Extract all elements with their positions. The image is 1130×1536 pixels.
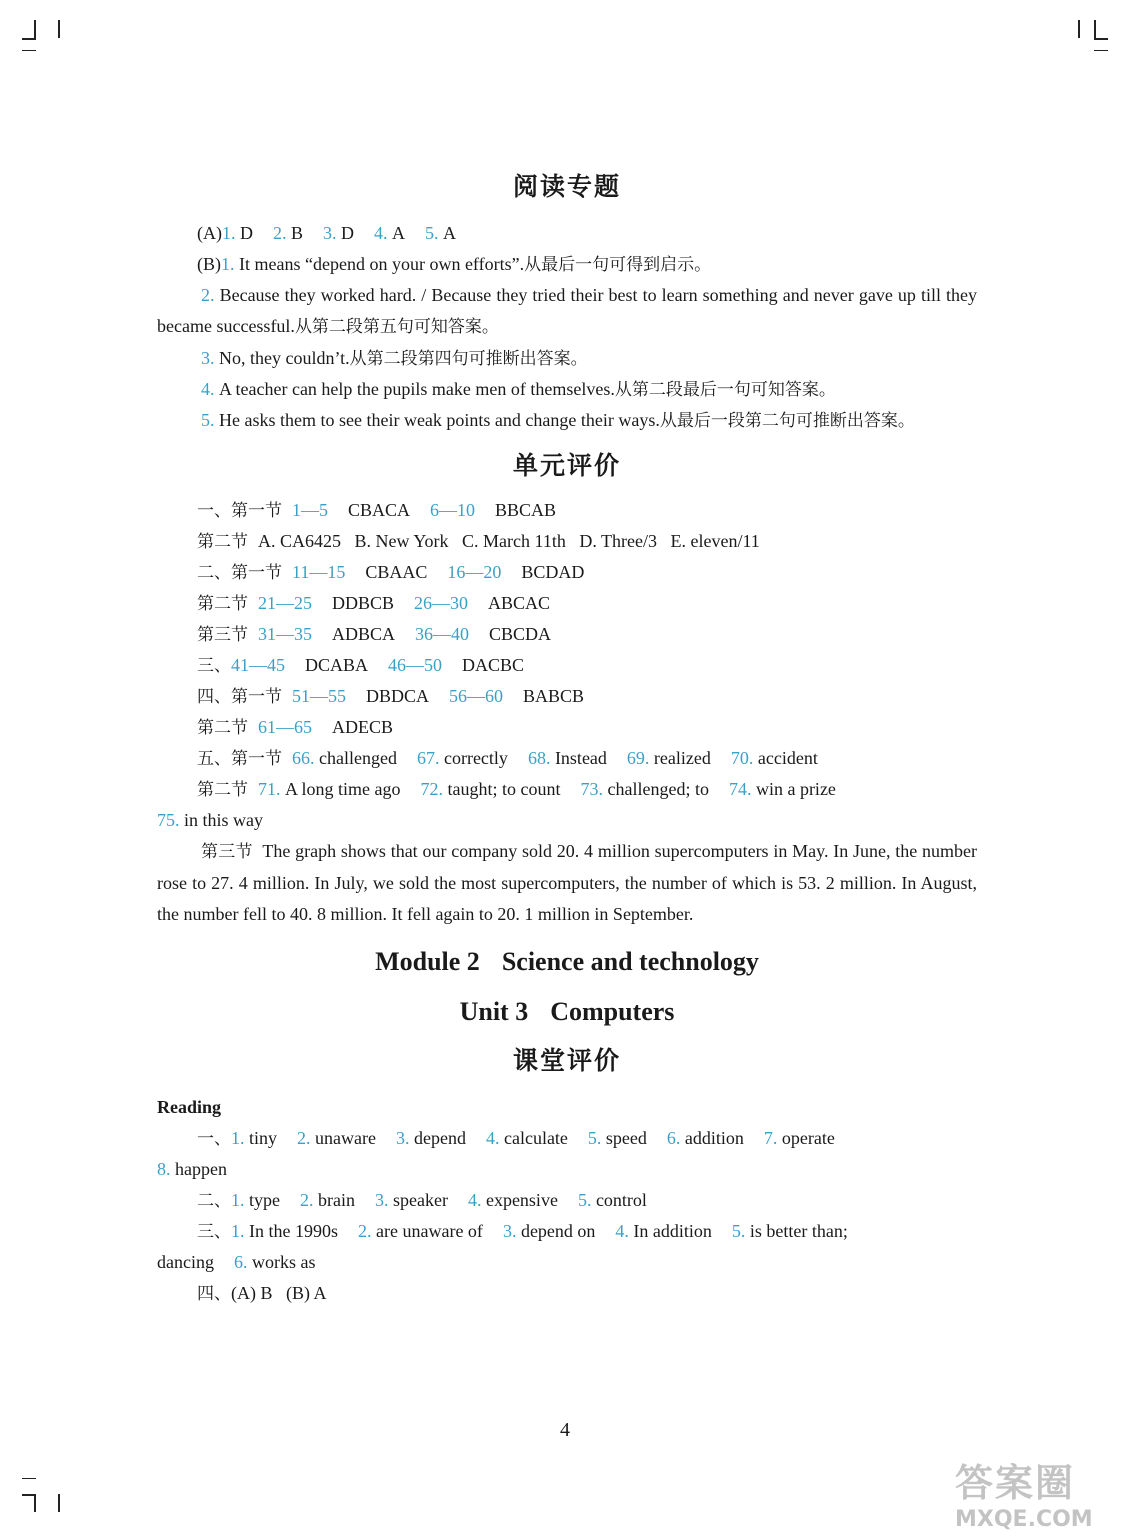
q-answer: (A) B (B) A [231, 1283, 327, 1303]
q-answer: In the 1990s [249, 1221, 338, 1241]
q-num: 2. [300, 1190, 314, 1210]
q-num: 26—30 [414, 593, 469, 613]
q-num: 51—55 [292, 686, 346, 706]
q-note: 从第二段最后一句可知答案。 [614, 380, 836, 400]
class-q1-wrap [157, 1154, 977, 1185]
q-num: 1. [221, 254, 235, 274]
q-num: 69. [626, 748, 650, 768]
q-num: 3. [323, 223, 337, 243]
q-num: 1—5 [292, 500, 328, 520]
watermark-url: MXQE.COM [955, 1507, 1093, 1532]
unit-name: Computers [550, 997, 675, 1026]
q-num: 5. [425, 223, 439, 243]
section-title-reading: 阅读专题 [512, 172, 621, 201]
q-answer: is better than; [749, 1221, 848, 1241]
q-answer: In addition [633, 1221, 712, 1241]
module-name: Science and technology [501, 947, 759, 976]
q-answer: CBACA [348, 500, 411, 520]
crop-mark [22, 1478, 36, 1479]
q-answer: ADBCA [332, 624, 396, 644]
q-num: 4. [201, 379, 215, 399]
q-num: 46—50 [388, 655, 443, 675]
row-label: 二、第一节 [197, 563, 282, 583]
writing-answer [157, 836, 977, 930]
q-num: 74. [728, 779, 752, 799]
answer-row-a [157, 218, 977, 249]
q-answer: are unaware of [376, 1221, 483, 1241]
eval-row [157, 557, 977, 588]
q-answer: No, they couldn’t. [219, 348, 350, 368]
crop-mark [22, 50, 36, 51]
row-label: 第二节 [197, 532, 248, 552]
q-num: 16—20 [447, 562, 502, 582]
q-num: 11—15 [292, 562, 346, 582]
q-answer: D [341, 223, 355, 243]
row-label: 二、 [197, 1191, 231, 1211]
q-answer: Instead [554, 748, 607, 768]
q-answer: accident [757, 748, 818, 768]
q-num: 3. [374, 1190, 389, 1210]
crop-mark [58, 20, 60, 38]
q-note: 从最后一句可得到启示。 [524, 255, 712, 275]
q-answer: B [291, 223, 304, 243]
q-num: 2. [201, 285, 215, 305]
q-num: 4. [374, 223, 388, 243]
q-answer: He asks them to see their weak points and change their ways. [219, 410, 660, 430]
crop-mark [34, 1494, 36, 1512]
module-title [157, 944, 977, 980]
q-num: 6. [666, 1128, 681, 1148]
row-label: 五、第一节 [197, 749, 282, 769]
q-num: 41—45 [231, 655, 285, 675]
q-answer: A teacher can help the pupils make men of themselves. [219, 379, 615, 399]
q-num: 73. [580, 779, 603, 799]
q-answer: DCABA [305, 655, 369, 675]
q-num: 31—35 [258, 624, 312, 644]
q-num: 75. [157, 810, 180, 830]
q-num: 2. [358, 1221, 372, 1241]
q-num: 61—65 [258, 717, 312, 737]
q-answer: expensive [485, 1190, 558, 1210]
row-label: 第二节 [197, 718, 248, 738]
unit-title [157, 994, 977, 1030]
crop-mark [34, 20, 36, 38]
q-answer: tiny [249, 1128, 278, 1148]
class-q3 [157, 1216, 977, 1247]
q-answer: happen [175, 1159, 227, 1179]
class-q2 [157, 1185, 977, 1216]
q-answer: It means “depend on your own efforts”. [239, 254, 525, 274]
q-num: 4. [485, 1128, 500, 1148]
answer-row-b1 [157, 249, 977, 280]
prefix-a: (A) [197, 223, 222, 243]
q-answer: unaware [315, 1128, 376, 1148]
writing-text: The graph shows that our company sold 20. 4 million supercomputers in May. In June, the number rose to 27. 4 million. In July, we sold the most supercomputers, the number of which is 53. 2 million. In August, the number fell to 40. 8 million. It fell again to 20. 1 million in September. [157, 841, 978, 924]
q-answer: ADECB [332, 717, 394, 737]
q-note: 从第二段第五句可知答案。 [294, 317, 499, 337]
q-answer: DDBCB [332, 593, 395, 613]
crop-mark [1094, 38, 1108, 40]
watermark-text: 答案圈 [955, 1461, 1076, 1505]
q-num: 2. [273, 223, 287, 243]
row-label: 三、 [197, 656, 231, 676]
row-label: 第二节 [197, 594, 248, 614]
q-num: 71. [258, 779, 281, 799]
q-answer: speed [605, 1128, 647, 1148]
q-num: 5. [201, 410, 215, 430]
eval-row [157, 495, 977, 526]
q-num: 1. [231, 1221, 245, 1241]
crop-mark [22, 38, 36, 40]
q-answer: DBDCA [366, 686, 430, 706]
q-num: 1. [231, 1190, 245, 1210]
q-num: 36—40 [415, 624, 470, 644]
q-num: 72. [420, 779, 443, 799]
q-answer: Because they worked hard. / Because they tried their best to learn something and never gave up till they became successful. [157, 285, 978, 336]
q-answer: challenged; to [607, 779, 709, 799]
q-num: 21—25 [258, 593, 312, 613]
q-answer: A long time ago [285, 779, 401, 799]
q-answer: works as [251, 1252, 316, 1272]
answer-content [157, 170, 977, 1309]
row-label: 一、第一节 [197, 501, 282, 521]
eval-row [157, 526, 977, 557]
eval-row [157, 712, 977, 743]
q-answer: CBCDA [489, 624, 552, 644]
row-label: 第三节 [197, 625, 248, 645]
q-num: 2. [297, 1128, 311, 1148]
subhead-reading: Reading [157, 1097, 222, 1117]
answer-row-b2 [157, 280, 977, 343]
q-answer: taught; to count [447, 779, 561, 799]
crop-mark [1094, 50, 1108, 51]
q-num: 67. [416, 748, 440, 768]
q-num: 1. [231, 1128, 245, 1148]
eval-row [157, 588, 977, 619]
crop-mark [1078, 20, 1080, 38]
row-label: 四、 [197, 1284, 231, 1304]
q-num: 6—10 [430, 500, 476, 520]
eval-row [157, 774, 977, 805]
eval-row [157, 681, 977, 712]
eval-row [157, 805, 977, 836]
q-answer: DACBC [462, 655, 525, 675]
unit-label: Unit 3 [459, 997, 529, 1026]
q-answer: addition [684, 1128, 744, 1148]
class-q4 [157, 1278, 977, 1309]
row-label: 三、 [197, 1222, 231, 1242]
q-answer: win a prize [755, 779, 836, 799]
q-num: 4. [615, 1221, 629, 1241]
q-num: 68. [527, 748, 551, 768]
q-answer: speaker [392, 1190, 448, 1210]
q-note: 从最后一段第二句可推断出答案。 [659, 411, 915, 431]
row-label: 第三节 [201, 842, 253, 862]
q-answer: A. CA6425 B. New York C. March 11th D. Three/3 E. eleven/11 [258, 531, 760, 551]
watermark [955, 1452, 1125, 1532]
crop-mark [1094, 20, 1096, 38]
q-num: 8. [157, 1159, 171, 1179]
q-answer: D [240, 223, 253, 243]
q-num: 7. [763, 1128, 778, 1148]
eval-row [157, 619, 977, 650]
q-num: 5. [731, 1221, 746, 1241]
q-num: 70. [730, 748, 754, 768]
row-label: 一、 [197, 1129, 231, 1149]
q-answer: ABCAC [488, 593, 551, 613]
q-answer: calculate [503, 1128, 568, 1148]
q-answer: BBCAB [495, 500, 557, 520]
q-num: 3. [502, 1221, 517, 1241]
module-label: Module 2 [375, 947, 480, 976]
q-num: 3. [395, 1128, 410, 1148]
q-answer: BCDAD [521, 562, 585, 582]
class-q1 [157, 1123, 977, 1154]
q-answer: CBAAC [365, 562, 428, 582]
q-num: 6. [233, 1252, 248, 1272]
eval-row [157, 743, 977, 774]
q-num: 1. [222, 223, 236, 243]
section-title-unit-eval: 单元评价 [512, 451, 621, 480]
q-answer: depend on [520, 1221, 596, 1241]
row-label: 四、第一节 [197, 687, 282, 707]
class-q3-wrap [157, 1247, 977, 1278]
q-num: 56—60 [449, 686, 504, 706]
q-answer: A [443, 223, 457, 243]
crop-mark [58, 1494, 60, 1512]
q-answer: control [595, 1190, 647, 1210]
q-answer: in this way [184, 810, 263, 830]
eval-row [157, 650, 977, 681]
q-num: 3. [201, 348, 215, 368]
q-answer: challenged [319, 748, 397, 768]
q-answer: correctly [443, 748, 508, 768]
q-answer: operate [781, 1128, 835, 1148]
q-num: 5. [577, 1190, 592, 1210]
q-answer: A [392, 223, 406, 243]
q-note: 从第二段第四句可推断出答案。 [349, 349, 588, 369]
q-answer: depend [413, 1128, 466, 1148]
q-num: 5. [587, 1128, 602, 1148]
q-num: 66. [292, 748, 315, 768]
answer-row-b5 [157, 405, 977, 437]
page-number: 4 [560, 1419, 570, 1441]
q-answer: dancing [157, 1252, 214, 1272]
prefix-b: (B) [197, 254, 221, 274]
q-answer: realized [653, 748, 711, 768]
row-label: 第二节 [197, 780, 248, 800]
q-num: 4. [467, 1190, 482, 1210]
answer-row-b3 [157, 343, 977, 374]
q-answer: type [249, 1190, 280, 1210]
answer-row-b4 [157, 374, 977, 405]
section-title-class-eval: 课堂评价 [512, 1046, 621, 1075]
q-answer: BABCB [523, 686, 585, 706]
q-answer: brain [318, 1190, 355, 1210]
